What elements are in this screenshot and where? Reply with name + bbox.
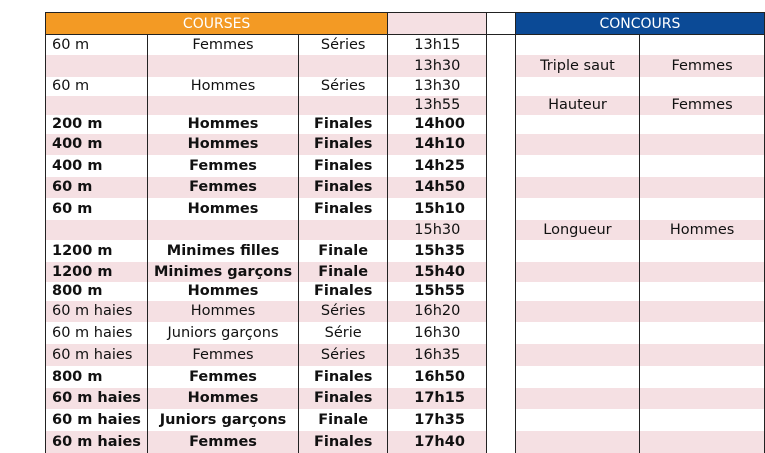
time-cell: 14h50	[388, 177, 486, 198]
table-header-row	[46, 13, 765, 35]
distance-cell: 400 m	[46, 134, 148, 155]
table-row	[46, 115, 765, 134]
schedule-table	[45, 12, 765, 453]
time-cell: 16h30	[388, 322, 486, 344]
distance-cell: 60 m haies	[46, 409, 148, 431]
phase-cell	[299, 96, 388, 115]
phase-cell: Séries	[299, 35, 388, 56]
table-row	[46, 35, 765, 56]
concours-category-cell	[640, 115, 765, 134]
phase-cell: Finales	[299, 177, 388, 198]
distance-cell: 60 m	[46, 77, 148, 96]
table-row	[46, 155, 765, 177]
concours-event-cell: Hauteur	[515, 96, 639, 115]
category-cell: Juniors garçons	[147, 322, 298, 344]
table-row	[46, 322, 765, 344]
column-gap	[486, 301, 515, 322]
column-gap	[486, 55, 515, 77]
category-cell: Femmes	[147, 35, 298, 56]
time-cell: 15h35	[388, 240, 486, 262]
concours-category-cell	[640, 77, 765, 96]
distance-cell: 60 m haies	[46, 388, 148, 409]
concours-event-cell: Triple saut	[515, 55, 639, 77]
phase-cell: Séries	[299, 77, 388, 96]
column-gap	[486, 220, 515, 240]
column-gap	[486, 77, 515, 96]
concours-category-cell	[640, 344, 765, 366]
time-cell: 15h30	[388, 220, 486, 240]
concours-event-cell	[515, 262, 639, 282]
phase-cell: Série	[299, 322, 388, 344]
time-cell: 15h40	[388, 262, 486, 282]
concours-event-cell	[515, 240, 639, 262]
concours-event-cell	[515, 431, 639, 453]
category-cell: Hommes	[147, 77, 298, 96]
concours-event-cell	[515, 35, 639, 56]
table-row	[46, 366, 765, 388]
distance-cell	[46, 96, 148, 115]
concours-event-cell	[515, 77, 639, 96]
distance-cell: 400 m	[46, 155, 148, 177]
distance-cell: 60 m haies	[46, 322, 148, 344]
time-cell: 15h10	[388, 198, 486, 220]
phase-cell: Finales	[299, 134, 388, 155]
column-gap	[486, 96, 515, 115]
column-gap	[486, 262, 515, 282]
concours-category-cell	[640, 322, 765, 344]
category-cell: Hommes	[147, 301, 298, 322]
phase-cell: Séries	[299, 344, 388, 366]
category-cell	[147, 96, 298, 115]
column-gap	[486, 388, 515, 409]
category-cell: Minimes filles	[147, 240, 298, 262]
category-cell: Hommes	[147, 115, 298, 134]
table-row	[46, 55, 765, 77]
table-row	[46, 134, 765, 155]
category-cell: Femmes	[147, 431, 298, 453]
concours-event-cell	[515, 301, 639, 322]
column-gap	[486, 198, 515, 220]
distance-cell: 60 m	[46, 198, 148, 220]
distance-cell: 1200 m	[46, 262, 148, 282]
table-row	[46, 262, 765, 282]
concours-category-cell	[640, 366, 765, 388]
phase-cell: Finales	[299, 282, 388, 301]
concours-event-cell	[515, 282, 639, 301]
category-cell: Femmes	[147, 177, 298, 198]
table-row	[46, 220, 765, 240]
distance-cell: 60 m haies	[46, 431, 148, 453]
time-cell: 17h40	[388, 431, 486, 453]
concours-category-cell	[640, 35, 765, 56]
concours-event-cell	[515, 198, 639, 220]
distance-cell: 800 m	[46, 282, 148, 301]
category-cell: Hommes	[147, 282, 298, 301]
concours-category-cell	[640, 155, 765, 177]
distance-cell: 1200 m	[46, 240, 148, 262]
time-cell: 15h55	[388, 282, 486, 301]
distance-cell: 60 m haies	[46, 344, 148, 366]
category-cell: Hommes	[147, 198, 298, 220]
category-cell: Femmes	[147, 366, 298, 388]
column-gap	[486, 13, 515, 35]
time-cell: 17h15	[388, 388, 486, 409]
concours-event-cell	[515, 134, 639, 155]
phase-cell: Finale	[299, 409, 388, 431]
time-cell: 16h50	[388, 366, 486, 388]
time-cell: 14h00	[388, 115, 486, 134]
category-cell: Femmes	[147, 344, 298, 366]
distance-cell: 60 m haies	[46, 301, 148, 322]
concours-event-cell	[515, 177, 639, 198]
table-row	[46, 198, 765, 220]
concours-event-cell	[515, 344, 639, 366]
column-gap	[486, 134, 515, 155]
table-row	[46, 344, 765, 366]
table-row	[46, 301, 765, 322]
column-gap	[486, 115, 515, 134]
category-cell	[147, 220, 298, 240]
time-cell: 13h55	[388, 96, 486, 115]
phase-cell: Finale	[299, 262, 388, 282]
category-cell: Hommes	[147, 134, 298, 155]
concours-category-cell: Hommes	[640, 220, 765, 240]
column-gap	[486, 431, 515, 453]
category-cell: Juniors garçons	[147, 409, 298, 431]
phase-cell: Séries	[299, 301, 388, 322]
concours-category-cell	[640, 262, 765, 282]
concours-category-cell: Femmes	[640, 96, 765, 115]
phase-cell: Finales	[299, 198, 388, 220]
phase-cell: Finales	[299, 388, 388, 409]
category-cell: Minimes garçons	[147, 262, 298, 282]
column-gap	[486, 366, 515, 388]
table-row	[46, 96, 765, 115]
table-row	[46, 409, 765, 431]
time-cell: 17h35	[388, 409, 486, 431]
time-header	[388, 13, 486, 35]
category-cell: Femmes	[147, 155, 298, 177]
phase-cell	[299, 55, 388, 77]
table-row	[46, 240, 765, 262]
column-gap	[486, 35, 515, 56]
concours-event-cell	[515, 388, 639, 409]
column-gap	[486, 344, 515, 366]
phase-cell: Finales	[299, 366, 388, 388]
concours-event-cell: Longueur	[515, 220, 639, 240]
time-cell: 14h10	[388, 134, 486, 155]
concours-category-cell	[640, 409, 765, 431]
concours-event-cell	[515, 322, 639, 344]
time-cell: 13h15	[388, 35, 486, 56]
distance-cell	[46, 55, 148, 77]
time-cell: 13h30	[388, 55, 486, 77]
time-cell: 14h25	[388, 155, 486, 177]
distance-cell	[46, 220, 148, 240]
concours-category-cell	[640, 388, 765, 409]
category-cell	[147, 55, 298, 77]
phase-cell: Finales	[299, 115, 388, 134]
column-gap	[486, 177, 515, 198]
column-gap	[486, 322, 515, 344]
concours-event-cell	[515, 115, 639, 134]
phase-cell	[299, 220, 388, 240]
concours-event-cell	[515, 155, 639, 177]
concours-category-cell: Femmes	[640, 55, 765, 77]
concours-category-cell	[640, 431, 765, 453]
column-gap	[486, 409, 515, 431]
concours-category-cell	[640, 240, 765, 262]
concours-category-cell	[640, 177, 765, 198]
concours-category-cell	[640, 282, 765, 301]
concours-category-cell	[640, 134, 765, 155]
concours-header: CONCOURS	[515, 13, 764, 35]
distance-cell: 60 m	[46, 177, 148, 198]
concours-event-cell	[515, 366, 639, 388]
table-row	[46, 177, 765, 198]
distance-cell: 200 m	[46, 115, 148, 134]
phase-cell: Finales	[299, 155, 388, 177]
table-row	[46, 282, 765, 301]
column-gap	[486, 155, 515, 177]
courses-header: COURSES	[46, 13, 388, 35]
time-cell: 13h30	[388, 77, 486, 96]
concours-event-cell	[515, 409, 639, 431]
distance-cell: 800 m	[46, 366, 148, 388]
time-cell: 16h35	[388, 344, 486, 366]
time-cell: 16h20	[388, 301, 486, 322]
phase-cell: Finale	[299, 240, 388, 262]
table-row	[46, 77, 765, 96]
table-row	[46, 388, 765, 409]
column-gap	[486, 240, 515, 262]
table-row	[46, 431, 765, 453]
concours-category-cell	[640, 198, 765, 220]
category-cell: Hommes	[147, 388, 298, 409]
distance-cell: 60 m	[46, 35, 148, 56]
concours-category-cell	[640, 301, 765, 322]
column-gap	[486, 282, 515, 301]
phase-cell: Finales	[299, 431, 388, 453]
